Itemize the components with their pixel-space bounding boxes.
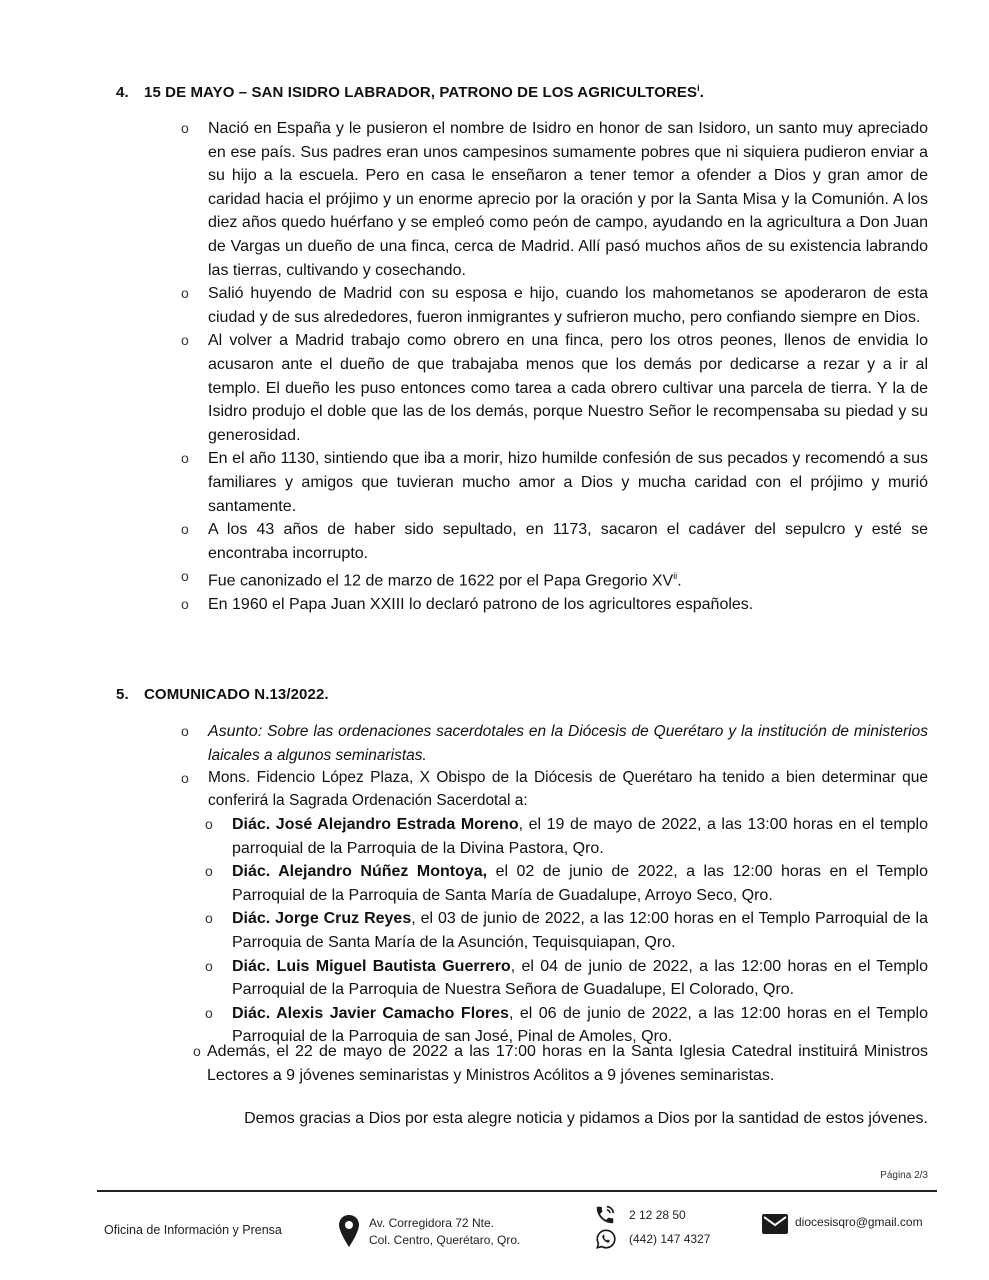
footnote-mark[interactable]: ii — [673, 571, 678, 582]
ordination-item — [205, 813, 928, 860]
asunto-label: Asunto: — [208, 723, 263, 740]
footer-divider — [97, 1190, 937, 1192]
deacon-name: Diác. Jorge Cruz Reyes — [232, 910, 412, 928]
bullet-marker: o — [205, 863, 213, 880]
ordination-detail: , el 03 de junio de 2022, a las 12:00 horas en el Templo Parroquial de la Parroquia de Santa María de la Asunción, Tequisquiapan, Qro. — [232, 910, 928, 951]
bullet-marker: o — [205, 910, 213, 927]
bullet-marker: o — [181, 723, 189, 739]
deacon-name: Diác. Alejandro Núñez Montoya, — [232, 863, 488, 881]
title-suffix: . — [699, 84, 704, 101]
intro-text: Mons. Fidencio López Plaza, X Obispo de la Diócesis de Querétaro ha tenido a bien determinar que conferirá la Sagrada Ordenación Sacerdotal a: — [208, 769, 928, 809]
section-4-heading — [116, 83, 704, 101]
list-item — [181, 518, 928, 565]
ordination-item — [205, 860, 928, 907]
list-item — [181, 593, 928, 617]
ademas-text: Además, el 22 de mayo de 2022 a las 17:00 horas en la Santa Iglesia Catedral instituirá Ministros Lectores a 9 jóvenes seminaristas y Ministros Acólitos a 9 jóvenes seminaristas. — [207, 1043, 928, 1084]
section-title: 15 DE MAYO – SAN ISIDRO LABRADOR, PATRONO DE LOS AGRICULTORES — [144, 84, 698, 101]
closing-sentence: Demos gracias a Dios por esta alegre noticia y pidamos a Dios por la santidad de estos jóvenes. — [244, 1110, 928, 1127]
footer-address — [369, 1215, 520, 1249]
ordination-detail: , el 19 de mayo de 2022, a las 13:00 horas en el templo parroquial de la Parroquia de la Divina Pastora, Qro. — [232, 816, 928, 857]
page-number: Página 2/3 — [880, 1170, 928, 1181]
bullet-marker: o — [205, 1004, 213, 1021]
bullet-marker: o — [181, 120, 189, 136]
bullet-marker: o — [181, 285, 189, 302]
section-number: 4. — [116, 84, 129, 101]
list-item-text: Nació en España y le pusieron el nombre de Isidro en honor de san Isidoro, un santo muy apreciado en ese país. Sus padres eran unos campesinos sumamente pobres que ni siquiera pudieron enviar a su hijo a la escuela. Pero en casa le enseñaron a tener temor a ofender a Dios y gran amor de caridad hacia el prójimo y un enorme aprecio por la oración y por la Santa Misa y la Comunión. A los diez años quedo huérfano y se empleó como peón de campo, ayudando en la agricultura a Don Juan de Vargas un dueño de una finca, cerca de Madrid. Allí pasó muchos años de su existencia labrando las tierras, cultivando y cosechando. — [208, 120, 928, 279]
list-item — [181, 117, 928, 282]
ordination-detail: , el 04 de junio de 2022, a las 12:00 horas en el Templo Parroquial de la Parroquia de Nuestra Señora de Guadalupe, El Colorado, Qro. — [232, 957, 929, 999]
section-4-list — [181, 117, 928, 617]
whatsapp-icon — [595, 1228, 617, 1255]
list-item-text: Fue canonizado el 12 de marzo de 1622 por el Papa Gregorio XV — [208, 572, 674, 590]
ademas-list — [193, 1040, 928, 1087]
ordination-item — [205, 955, 929, 1002]
list-item — [181, 447, 928, 518]
list-item-text: En el año 1130, sintiendo que iba a morir, hizo humilde confesión de sus pecados y recomendó a sus familiares y amigos que tuvieran mucho amor a Dios y mucha caridad con el prójimo y murió santamente. — [208, 450, 928, 515]
ordination-detail: , el 06 de junio de 2022, a las 12:00 horas en el Templo Parroquial de la Parroquia de san José, Pinal de Amoles, Qro. — [232, 1004, 929, 1046]
address-line-2: Col. Centro, Querétaro, Qro. — [369, 1233, 521, 1247]
bullet-marker: o — [181, 568, 189, 585]
bullet-marker: o — [193, 1043, 201, 1059]
list-item-text: Salió huyendo de Madrid con su esposa e hijo, cuando los mahometanos se apoderaron de esta ciudad y de sus alrededores, fueron inmigrantes y sufrieron mucho, pero confiando siempre en Dios. — [208, 285, 928, 326]
section-number: 5. — [116, 686, 129, 703]
footer-email[interactable]: diocesisqro@gmail.com — [795, 1215, 923, 1229]
bullet-marker: o — [181, 770, 189, 787]
ademas-item — [193, 1040, 928, 1087]
location-pin-icon — [338, 1214, 360, 1253]
bullet-marker: o — [205, 816, 213, 832]
deacon-name: Diác. Luis Miguel Bautista Guerrero — [232, 957, 511, 975]
email-envelope-icon — [762, 1214, 788, 1239]
bullet-marker: o — [181, 596, 189, 613]
bullet-marker: o — [181, 332, 189, 349]
intro-item — [181, 767, 928, 812]
ordinations-list — [205, 813, 929, 1049]
footer-phone[interactable]: 2 12 28 50 — [629, 1208, 686, 1222]
section-5-heading — [116, 686, 329, 703]
ordination-item — [205, 907, 928, 954]
list-item — [181, 282, 928, 329]
bullet-marker: o — [181, 521, 189, 538]
list-item — [181, 329, 928, 447]
footnote-mark[interactable]: i — [697, 83, 700, 93]
ordination-detail: el 02 de junio de 2022, a las 12:00 horas en el Templo Parroquial de la Parroquia de Santa María de Guadalupe, Arroyo Seco, Qro. — [232, 863, 928, 904]
bullet-marker: o — [181, 450, 189, 467]
deacon-name: Diác. Alexis Javier Camacho Flores — [232, 1004, 509, 1022]
address-line-1: Av. Corregidora 72 Nte. — [369, 1216, 494, 1230]
list-item-text: En 1960 el Papa Juan XXIII lo declaró patrono de los agricultores españoles. — [208, 596, 754, 614]
deacon-name: Diác. José Alejandro Estrada Moreno — [232, 816, 519, 833]
list-item-suffix: . — [677, 572, 682, 590]
section-5-list — [181, 720, 928, 812]
section-title: COMUNICADO N.13/2022. — [144, 686, 329, 703]
asunto-item — [181, 720, 928, 767]
footer-office: Oficina de Información y Prensa — [104, 1223, 282, 1237]
list-item-text: A los 43 años de haber sido sepultado, en 1173, sacaron el cadáver del sepulcro y esté se encontraba incorrupto. — [208, 521, 928, 562]
list-item-text: Al volver a Madrid trabajo como obrero en una finca, pero los otros peones, llenos de envidia lo acusaron ante el dueño de que trabajaba menos que los demás por dedicarse a rezar y a ir al templo. El dueño les puso entonces como tarea a cada obrero cultivar una parcela de tierra. Y la de Isidro produjo el doble que las de los demás, porque Nuestro Señor le recompensaba su piedad y su generosidad. — [208, 332, 928, 444]
asunto-text: Sobre las ordenaciones sacerdotales en la Diócesis de Querétaro y la institución de ministerios laicales a algunos seminaristas. — [208, 723, 928, 764]
phone-icon — [594, 1204, 616, 1231]
bullet-marker: o — [205, 957, 213, 974]
list-item — [181, 565, 928, 593]
footer-whatsapp[interactable]: (442) 147 4327 — [629, 1232, 711, 1246]
